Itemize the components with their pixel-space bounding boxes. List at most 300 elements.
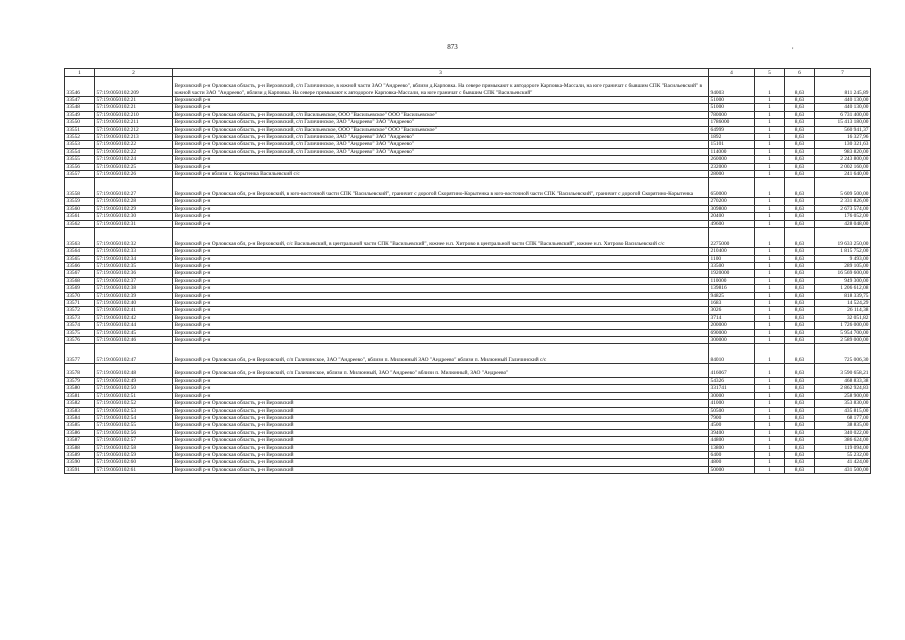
rate-cell: 8,63 <box>785 148 815 155</box>
value-cell: 5 609 500,00 <box>815 178 871 198</box>
location-cell: Верховский р-н Орловская область, р-н Верховский, с/п Галичинское, ЗАО "Андреево" ЗАО "Андреево" <box>173 119 709 126</box>
cadastral-number-cell: 57:19:0050102:60 <box>95 459 173 466</box>
location-cell: Верховский р-н Орловская область, р-н Верховский <box>173 400 709 407</box>
row-number-cell: 33586 <box>65 429 95 436</box>
rate-cell: 8,63 <box>785 141 815 148</box>
location-cell: Верховский р-н <box>173 299 709 306</box>
row-number-cell: 33546 <box>65 77 95 97</box>
area-cell: 1683 <box>709 299 755 306</box>
table-row <box>65 205 871 212</box>
column-header: 4 <box>709 69 755 77</box>
location-cell: Верховский р-н Орловская обл, р-н Верховский, с/с Васильевский, в центральной части СПК "Васильевский", южнее н.п. Хитрово в центральной части СПК "Васильевский", южнее н.п. Хитрово Васильевский с/с <box>173 228 709 248</box>
count-cell: 1 <box>755 329 785 336</box>
row-number-cell: 33568 <box>65 277 95 284</box>
cadastral-number-cell: 57:19:0050102:57 <box>95 437 173 444</box>
location-cell: Верховский р-н <box>173 270 709 277</box>
count-cell: 1 <box>755 400 785 407</box>
location-cell: Верховский р-н <box>173 322 709 329</box>
table-row <box>65 364 871 378</box>
value-cell: 2 002 160,00 <box>815 163 871 170</box>
count-cell: 1 <box>755 262 785 269</box>
value-cell: 38 835,00 <box>815 422 871 429</box>
count-cell: 1 <box>755 422 785 429</box>
cadastral-number-cell: 57:19:0050102:55 <box>95 422 173 429</box>
location-cell: Верховский р-н <box>173 336 709 343</box>
area-cell: 6400 <box>709 451 755 458</box>
cadastral-number-cell: 57:19:0050102:45 <box>95 329 173 336</box>
count-cell: 1 <box>755 466 785 473</box>
row-number-cell: 33579 <box>65 377 95 384</box>
area-cell: 2275000 <box>709 228 755 248</box>
location-cell: Верховский р-н Орловская область, р-н Верховский, с/п Галичинское, ЗАО "Андреево" ЗАО "Андреево" <box>173 134 709 141</box>
table-row <box>65 292 871 299</box>
column-header: 1 <box>65 69 95 77</box>
count-cell: 1 <box>755 119 785 126</box>
row-number-cell: 33557 <box>65 171 95 178</box>
row-number-cell: 33565 <box>65 255 95 262</box>
rate-cell: 8,63 <box>785 178 815 198</box>
rate-cell: 8,63 <box>785 248 815 255</box>
row-number-cell: 33549 <box>65 111 95 118</box>
cadastral-number-cell: 57:19:0050102:36 <box>95 270 173 277</box>
cadastral-number-cell: 57:19:0050102:61 <box>95 466 173 473</box>
row-number-cell: 33560 <box>65 205 95 212</box>
area-cell: 232000 <box>709 163 755 170</box>
location-cell: Верховский р-н Орловская область, р-н Верховский <box>173 407 709 414</box>
location-cell: Верховский р-н Орловская область, р-н Верховский, с/п Галичинское, ЗАО "Андреево" ЗАО "Андреево" <box>173 141 709 148</box>
cadastral-number-cell: 57:19:0050102:37 <box>95 277 173 284</box>
area-cell: 94003 <box>709 77 755 97</box>
rate-cell: 8,63 <box>785 422 815 429</box>
cadastral-number-cell: 57:19:0050102:42 <box>95 314 173 321</box>
value-cell: 340 022,00 <box>815 429 871 436</box>
table-row <box>65 407 871 414</box>
rate-cell: 8,63 <box>785 329 815 336</box>
count-cell: 1 <box>755 364 785 378</box>
location-cell: Верховский р-н Орловская область, р-н Верховский <box>173 429 709 436</box>
area-cell: 1100 <box>709 255 755 262</box>
location-cell: Верховский р-н <box>173 156 709 163</box>
table-row <box>65 429 871 436</box>
count-cell: 1 <box>755 220 785 227</box>
value-cell: 1 815 752,00 <box>815 248 871 255</box>
area-cell: 49600 <box>709 220 755 227</box>
area-cell: 1786000 <box>709 119 755 126</box>
rate-cell: 8,63 <box>785 336 815 343</box>
location-cell: Верховский р-н <box>173 205 709 212</box>
table-row <box>65 141 871 148</box>
row-number-cell: 33550 <box>65 119 95 126</box>
count-cell: 1 <box>755 444 785 451</box>
count-cell: 1 <box>755 255 785 262</box>
value-cell: 14 524,29 <box>815 299 871 306</box>
row-number-cell: 33580 <box>65 385 95 392</box>
rate-cell: 8,63 <box>785 299 815 306</box>
area-cell: 1892 <box>709 134 755 141</box>
rate-cell: 8,63 <box>785 262 815 269</box>
count-cell: 1 <box>755 213 785 220</box>
row-number-cell: 33567 <box>65 270 95 277</box>
value-cell: 983 820,00 <box>815 148 871 155</box>
area-cell: 94825 <box>709 292 755 299</box>
count-cell: 1 <box>755 344 785 364</box>
cadastral-number-cell: 57:19:0050102:40 <box>95 299 173 306</box>
location-cell: Верховский р-н <box>173 213 709 220</box>
table-row <box>65 422 871 429</box>
rate-cell: 8,63 <box>785 77 815 97</box>
cadastral-number-cell: 57:19:0050102:48 <box>95 364 173 378</box>
value-cell: 1 726 000,00 <box>815 322 871 329</box>
count-cell: 1 <box>755 77 785 97</box>
table-row <box>65 220 871 227</box>
table-row <box>65 400 871 407</box>
rate-cell: 8,63 <box>785 385 815 392</box>
table-row <box>65 314 871 321</box>
table-row <box>65 171 871 178</box>
area-cell: 331741 <box>709 385 755 392</box>
value-cell: 241 640,00 <box>815 171 871 178</box>
rate-cell: 8,63 <box>785 228 815 248</box>
count-cell: 1 <box>755 336 785 343</box>
location-cell: Верховский р-н <box>173 262 709 269</box>
cadastral-number-cell: 57:19:0050102:21 <box>95 97 173 104</box>
value-cell: 949 300,00 <box>815 277 871 284</box>
table-row <box>65 444 871 451</box>
count-cell: 1 <box>755 156 785 163</box>
table-row <box>65 329 871 336</box>
rate-cell: 8,63 <box>785 104 815 111</box>
area-cell: 4500 <box>709 422 755 429</box>
value-cell: 6 731 400,00 <box>815 111 871 118</box>
row-number-cell: 33552 <box>65 134 95 141</box>
location-cell: Верховский р-н <box>173 377 709 384</box>
count-cell: 1 <box>755 205 785 212</box>
count-cell: 1 <box>755 377 785 384</box>
rate-cell: 8,63 <box>785 429 815 436</box>
count-cell: 1 <box>755 97 785 104</box>
row-number-cell: 33548 <box>65 104 95 111</box>
rate-cell: 8,63 <box>785 377 815 384</box>
rate-cell: 8,63 <box>785 314 815 321</box>
rate-cell: 8,63 <box>785 213 815 220</box>
cadastral-number-cell: 57:19:0050102:34 <box>95 255 173 262</box>
rate-cell: 8,63 <box>785 292 815 299</box>
row-number-cell: 33573 <box>65 314 95 321</box>
table-row <box>65 466 871 473</box>
value-cell: 3 590 658,21 <box>815 364 871 378</box>
rate-cell: 8,63 <box>785 277 815 284</box>
location-cell: Верховский р-н <box>173 104 709 111</box>
area-cell: 39400 <box>709 429 755 436</box>
count-cell: 1 <box>755 307 785 314</box>
value-cell: 68 177,00 <box>815 414 871 421</box>
table-row <box>65 299 871 306</box>
value-cell: 386 624,00 <box>815 437 871 444</box>
cadastral-number-cell: 57:19:0050102:50 <box>95 385 173 392</box>
rate-cell: 8,63 <box>785 414 815 421</box>
area-cell: 114000 <box>709 148 755 155</box>
row-number-cell: 33576 <box>65 336 95 343</box>
count-cell: 1 <box>755 437 785 444</box>
count-cell: 1 <box>755 134 785 141</box>
column-header: 7 <box>815 69 871 77</box>
table-row <box>65 451 871 458</box>
cadastral-number-cell: 57:19:0050102:35 <box>95 262 173 269</box>
value-cell: 2 243 800,00 <box>815 156 871 163</box>
value-cell: 16 327,96 <box>815 134 871 141</box>
cadastral-number-cell: 57:19:0050102:39 <box>95 292 173 299</box>
location-cell: Верховский р-н Орловская область, р-н Верховский <box>173 459 709 466</box>
cadastral-number-cell: 57:19:0050102:56 <box>95 429 173 436</box>
rate-cell: 8,63 <box>785 364 815 378</box>
count-cell: 1 <box>755 141 785 148</box>
count-cell: 1 <box>755 322 785 329</box>
value-cell: 560 941,37 <box>815 126 871 133</box>
location-cell: Верховский р-н <box>173 292 709 299</box>
value-cell: 32 051,82 <box>815 314 871 321</box>
table-row <box>65 228 871 248</box>
table-row <box>65 255 871 262</box>
cadastral-number-cell: 57:19:0050102:41 <box>95 307 173 314</box>
table-row <box>65 377 871 384</box>
row-number-cell: 33569 <box>65 285 95 292</box>
value-cell: 9 493,00 <box>815 255 871 262</box>
value-cell: 353 830,00 <box>815 400 871 407</box>
location-cell: Верховский р-н Орловская обл, р-н Верховский, с/п Галичинское, ЗАО "Андреево", вблизи п. Милюнный ЗАО "Андреево" вблизи п. Милюнный Галичинский с/с <box>173 344 709 364</box>
column-number-row <box>65 69 871 77</box>
count-cell: 1 <box>755 451 785 458</box>
column-header: 6 <box>785 69 815 77</box>
table-row <box>65 459 871 466</box>
area-cell: 51000 <box>709 104 755 111</box>
row-number-cell: 33566 <box>65 262 95 269</box>
cadastral-number-cell: 57:19:0050102:209 <box>95 77 173 97</box>
cadastral-number-cell: 57:19:0050102:53 <box>95 407 173 414</box>
table-row <box>65 134 871 141</box>
location-cell: Верховский р-н <box>173 392 709 399</box>
location-cell: Верховский р-н <box>173 385 709 392</box>
count-cell: 1 <box>755 198 785 205</box>
table-row <box>65 262 871 269</box>
table-row <box>65 248 871 255</box>
row-number-cell: 33558 <box>65 178 95 198</box>
table-row <box>65 178 871 198</box>
row-number-cell: 33561 <box>65 213 95 220</box>
row-number-cell: 33581 <box>65 392 95 399</box>
area-cell: 416067 <box>709 364 755 378</box>
count-cell: 1 <box>755 111 785 118</box>
value-cell: 55 232,00 <box>815 451 871 458</box>
rate-cell: 8,63 <box>785 270 815 277</box>
cadastral-number-cell: 57:19:0050102:212 <box>95 126 173 133</box>
table-row <box>65 97 871 104</box>
location-cell: Верховский р-н Орловская область, р-н Верховский <box>173 444 709 451</box>
cadastral-number-cell: 57:19:0050102:24 <box>95 156 173 163</box>
rate-cell: 8,63 <box>785 392 815 399</box>
area-cell: 28000 <box>709 171 755 178</box>
row-number-cell: 33587 <box>65 437 95 444</box>
table-row <box>65 322 871 329</box>
rate-cell: 8,63 <box>785 134 815 141</box>
value-cell: 119 094,00 <box>815 444 871 451</box>
value-cell: 2 862 924,83 <box>815 385 871 392</box>
area-cell: 3714 <box>709 314 755 321</box>
row-number-cell: 33554 <box>65 148 95 155</box>
value-cell: 15 413 180,00 <box>815 119 871 126</box>
location-cell: Верховский р-н Орловская область, р-н Верховский, с/п Галичинское, в южной части ЗАО "Андреево", вблизи д.Карповка. На севере примыкают к автодороге Карповка-Массали, на юге граничат с бывшим СПК "Васильевский" в южной части ЗАО "Андреево", вблизи д Карповка. На севере примыкают к автодороге Карповка-Массали, на юге граничат с бывшим СПК "Васильевский" <box>173 77 709 97</box>
area-cell: 780000 <box>709 111 755 118</box>
row-number-cell: 33555 <box>65 156 95 163</box>
row-number-cell: 33577 <box>65 344 95 364</box>
location-cell: Верховский р-н <box>173 97 709 104</box>
rate-cell: 8,63 <box>785 163 815 170</box>
row-number-cell: 33556 <box>65 163 95 170</box>
cadastral-number-cell: 57:19:0050102:38 <box>95 285 173 292</box>
cadastral-number-cell: 57:19:0050102:31 <box>95 220 173 227</box>
cadastral-number-cell: 57:19:0050102:22 <box>95 148 173 155</box>
table-row <box>65 213 871 220</box>
area-cell: 13800 <box>709 444 755 451</box>
table-row <box>65 414 871 421</box>
land-register-table <box>64 68 871 474</box>
cadastral-number-cell: 57:19:0050102:59 <box>95 451 173 458</box>
rate-cell: 8,63 <box>785 307 815 314</box>
rate-cell: 8,63 <box>785 459 815 466</box>
rate-cell: 8,63 <box>785 451 815 458</box>
rate-cell: 8,63 <box>785 322 815 329</box>
rate-cell: 8,63 <box>785 220 815 227</box>
rate-cell: 8,63 <box>785 119 815 126</box>
row-number-cell: 33584 <box>65 414 95 421</box>
count-cell: 1 <box>755 299 785 306</box>
value-cell: 2 589 000,00 <box>815 336 871 343</box>
cadastral-number-cell: 57:19:0050102:51 <box>95 392 173 399</box>
table-row <box>65 385 871 392</box>
area-cell: 33500 <box>709 262 755 269</box>
cadastral-number-cell: 57:19:0050102:46 <box>95 336 173 343</box>
page-number: 873 <box>447 43 458 51</box>
count-cell: 1 <box>755 277 785 284</box>
table-row <box>65 163 871 170</box>
area-cell: 51000 <box>709 97 755 104</box>
column-header: 2 <box>95 69 173 77</box>
location-cell: Верховский р-н Орловская область, р-н Верховский, с/п Васильевское, ООО "Васильевское" ООО "Васильевское" <box>173 126 709 133</box>
count-cell: 1 <box>755 104 785 111</box>
row-number-cell: 33575 <box>65 329 95 336</box>
cadastral-number-cell: 57:19:0050102:32 <box>95 228 173 248</box>
value-cell: 1 206 612,08 <box>815 285 871 292</box>
row-number-cell: 33563 <box>65 228 95 248</box>
table-row <box>65 392 871 399</box>
cadastral-number-cell: 57:19:0050102:21 <box>95 104 173 111</box>
area-cell: 30000 <box>709 392 755 399</box>
area-cell: 309800 <box>709 205 755 212</box>
value-cell: 468 833,38 <box>815 377 871 384</box>
column-header: 5 <box>755 69 785 77</box>
row-number-cell: 33571 <box>65 299 95 306</box>
row-number-cell: 33547 <box>65 97 95 104</box>
area-cell: 41000 <box>709 400 755 407</box>
rate-cell: 8,63 <box>785 466 815 473</box>
area-cell: 50500 <box>709 407 755 414</box>
table-row <box>65 437 871 444</box>
location-cell: Верховский р-н Орловская область, р-н Верховский <box>173 422 709 429</box>
cadastral-number-cell: 57:19:0050102:211 <box>95 119 173 126</box>
area-cell: 20400 <box>709 213 755 220</box>
cadastral-number-cell: 57:19:0050102:28 <box>95 198 173 205</box>
count-cell: 1 <box>755 163 785 170</box>
cadastral-number-cell: 57:19:0050102:25 <box>95 163 173 170</box>
row-number-cell: 33551 <box>65 126 95 133</box>
value-cell: 2 331 826,00 <box>815 198 871 205</box>
location-cell: Верховский р-н вблизи с. Корытенка Васильевский с/с <box>173 171 709 178</box>
count-cell: 1 <box>755 148 785 155</box>
count-cell: 1 <box>755 126 785 133</box>
rate-cell: 8,63 <box>785 344 815 364</box>
table-row <box>65 119 871 126</box>
area-cell: 4800 <box>709 459 755 466</box>
location-cell: Верховский р-н Орловская область, р-н Верховский, с/п Галичинское, ЗАО "Андреево" ЗАО "Андреево" <box>173 148 709 155</box>
location-cell: Верховский р-н <box>173 307 709 314</box>
cadastral-number-cell: 57:19:0050102:210 <box>95 111 173 118</box>
value-cell: 289 105,00 <box>815 262 871 269</box>
area-cell: 270200 <box>709 198 755 205</box>
location-cell: Верховский р-н Орловская обл, р-н Верховский, с/п Галичинское, вблизи п. Милюнный, ЗАО "Андреево" вблизи п. Милюнный, ЗАО "Андреево" <box>173 364 709 378</box>
table-row <box>65 198 871 205</box>
value-cell: 19 633 250,00 <box>815 228 871 248</box>
area-cell: 200000 <box>709 322 755 329</box>
cadastral-number-cell: 57:19:0050102:52 <box>95 400 173 407</box>
value-cell: 725 006,30 <box>815 344 871 364</box>
rate-cell: 8,63 <box>785 400 815 407</box>
value-cell: 258 900,00 <box>815 392 871 399</box>
table-row <box>65 126 871 133</box>
rate-cell: 8,63 <box>785 97 815 104</box>
table-row <box>65 307 871 314</box>
area-cell: 54326 <box>709 377 755 384</box>
rate-cell: 8,63 <box>785 111 815 118</box>
value-cell: 440 130,00 <box>815 104 871 111</box>
count-cell: 1 <box>755 392 785 399</box>
location-cell: Верховский р-н Орловская область, р-н Верховский <box>173 451 709 458</box>
rate-cell: 8,63 <box>785 255 815 262</box>
value-cell: 176 052,00 <box>815 213 871 220</box>
cadastral-number-cell: 57:19:0050102:33 <box>95 248 173 255</box>
rate-cell: 8,63 <box>785 437 815 444</box>
row-number-cell: 33582 <box>65 400 95 407</box>
rate-cell: 8,63 <box>785 126 815 133</box>
row-number-cell: 33564 <box>65 248 95 255</box>
table-row <box>65 344 871 364</box>
rate-cell: 8,63 <box>785 285 815 292</box>
area-cell: 50000 <box>709 466 755 473</box>
value-cell: 26 114,38 <box>815 307 871 314</box>
area-cell: 7900 <box>709 414 755 421</box>
count-cell: 1 <box>755 270 785 277</box>
location-cell: Верховский р-н Орловская область, р-н Верховский, с/п Васильевское, ООО "Васильевское" ООО "Васильевское" <box>173 111 709 118</box>
count-cell: 1 <box>755 292 785 299</box>
cadastral-number-cell: 57:19:0050102:29 <box>95 205 173 212</box>
count-cell: 1 <box>755 407 785 414</box>
row-number-cell: 33574 <box>65 322 95 329</box>
area-cell: 44800 <box>709 437 755 444</box>
count-cell: 1 <box>755 314 785 321</box>
row-number-cell: 33585 <box>65 422 95 429</box>
table-row <box>65 270 871 277</box>
cadastral-number-cell: 57:19:0050102:44 <box>95 322 173 329</box>
location-cell: Верховский р-н <box>173 248 709 255</box>
cadastral-number-cell: 57:19:0050102:47 <box>95 344 173 364</box>
